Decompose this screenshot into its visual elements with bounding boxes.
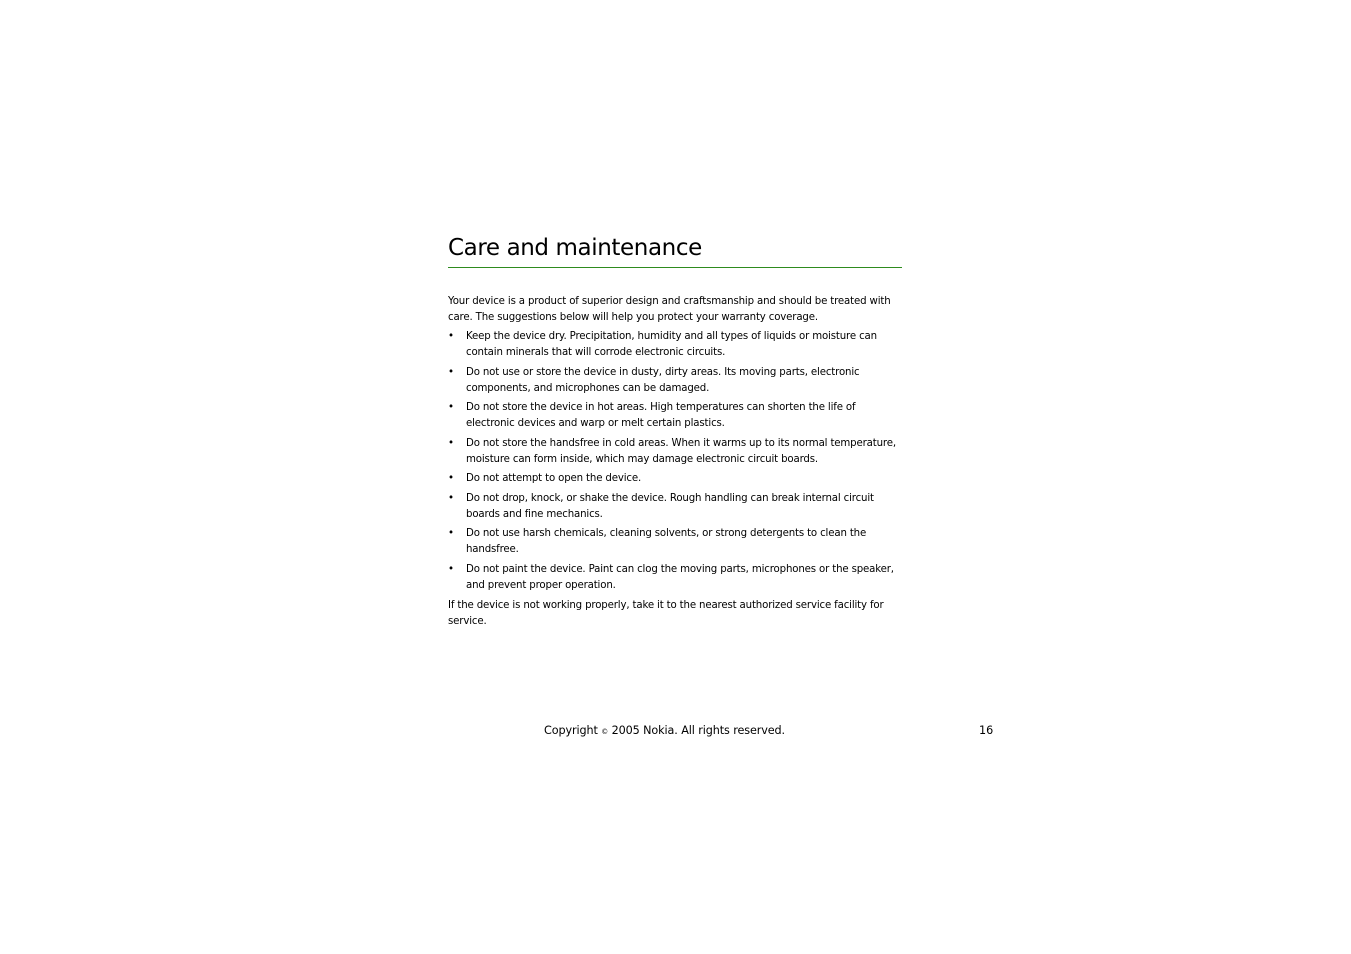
list-item	[448, 562, 902, 594]
copyright-prefix: Copyright	[544, 724, 598, 737]
list-item	[448, 400, 902, 432]
copyright-symbol: ©	[601, 728, 609, 736]
list-item-text: Do not use harsh chemicals, cleaning solvents, or strong detergents to clean the handsfree.	[466, 528, 867, 555]
bullet-icon: •	[448, 473, 454, 484]
list-item	[448, 436, 902, 468]
copyright-text: 2005 Nokia. All rights reserved.	[611, 724, 786, 737]
list-item-text: Do not use or store the device in dusty, dirty areas. Its moving parts, electronic components, and microphones can be damaged.	[466, 366, 860, 394]
bullet-icon: •	[448, 528, 454, 539]
intro-paragraph: Your device is a product of superior design and craftsmanship and should be treated with care. The suggestions below will help you protect your warranty coverage.	[448, 296, 891, 323]
bullet-icon: •	[448, 402, 454, 413]
list-item-text: Do not drop, knock, or shake the device. Rough handling can break internal circuit boards and fine mechanics.	[466, 492, 874, 520]
bullet-icon: •	[448, 331, 454, 342]
page-number: 16	[979, 724, 994, 737]
list-item-text: Do not store the handsfree in cold areas. When it warms up to its normal temperature, moisture can form inside, which may damage electronic circuit boards.	[466, 437, 896, 465]
care-tips-list	[448, 329, 902, 594]
closing-paragraph: If the device is not working properly, take it to the nearest authorized service facility for service.	[448, 599, 884, 627]
list-item	[448, 491, 902, 523]
bullet-icon: •	[448, 492, 454, 504]
bullet-icon: •	[448, 437, 454, 449]
list-item	[448, 526, 902, 558]
list-item	[448, 471, 902, 487]
footer-copyright	[544, 722, 785, 740]
list-item	[448, 329, 902, 361]
list-item-text: Keep the device dry. Precipitation, humidity and all types of liquids or moisture can contain minerals that will corrode electronic circuits.	[466, 331, 877, 358]
list-item-text: Do not attempt to open the device.	[466, 473, 642, 484]
page-content	[448, 232, 902, 630]
bullet-icon: •	[448, 563, 454, 575]
bullet-icon: •	[448, 366, 454, 378]
list-item-text: Do not store the device in hot areas. High temperatures can shorten the life of electronic devices and warp or melt certain plastics.	[466, 402, 856, 429]
title-rule	[448, 267, 902, 268]
list-item-text: Do not paint the device. Paint can clog the moving parts, microphones or the speaker, and prevent proper operation.	[466, 563, 894, 591]
list-item	[448, 365, 902, 397]
page-title: Care and maintenance	[448, 235, 702, 261]
